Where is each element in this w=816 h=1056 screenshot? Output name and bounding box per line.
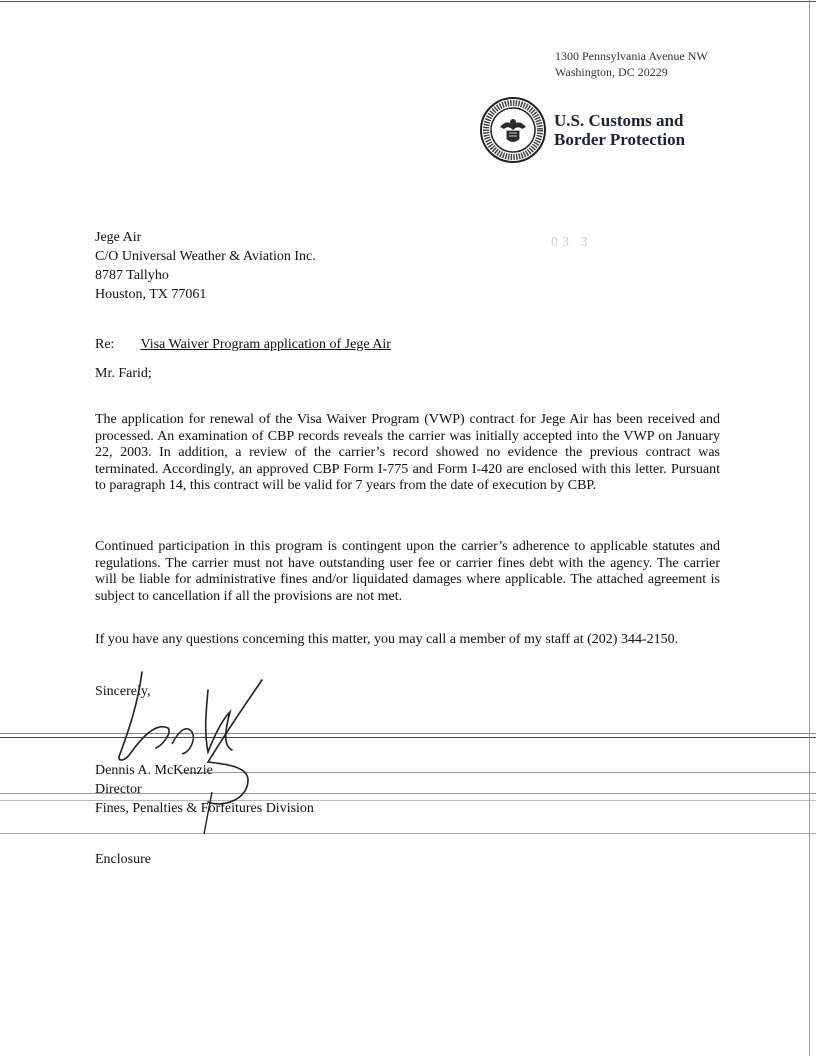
address-line: 1300 Pennsylvania Avenue NW	[555, 49, 708, 63]
re-label: Re:	[95, 337, 115, 352]
dhs-seal-icon	[480, 97, 546, 163]
recipient-line: 8787 Tallyho	[95, 268, 169, 283]
salutation: Mr. Farid;	[95, 366, 152, 381]
agency-line: Border Protection	[554, 130, 686, 149]
agency-name	[554, 111, 685, 149]
faint-stamp: 03 3	[551, 235, 592, 250]
subject-line	[95, 337, 391, 353]
closing: Sincerely,	[95, 684, 151, 699]
recipient-line: Jege Air	[95, 230, 142, 245]
recipient-line: C/O Universal Weather & Aviation Inc.	[95, 249, 316, 264]
body-paragraph: The application for renewal of the Visa Waiver Program (VWP) contract for Jege Air has been received and processed. An examination of CBP records reveals the carrier was initially accepted into the VWP on January 22, 2003. In addition, a review of the carrier’s record showed no evidence the previous contract was terminated. Accordingly, an approved CBP Form I-775 and Form I-420 are enclosed with this letter. Pursuant to paragraph 14, this contract will be valid for 7 years from the date of execution by CBP.	[95, 412, 720, 493]
recipient-address	[95, 228, 316, 304]
signature-block	[95, 761, 314, 818]
letterhead-address	[555, 48, 708, 80]
scan-edge	[809, 0, 810, 1056]
body-paragraph: If you have any questions concerning this matter, you may call a member of my staff at (202) 344-2150.	[95, 632, 679, 647]
address-line: Washington, DC 20229	[555, 65, 668, 79]
recipient-line: Houston, TX 77061	[95, 287, 207, 302]
scan-line-top	[0, 1, 816, 2]
body-paragraph: Continued participation in this program is contingent upon the carrier’s adherence to applicable statutes and regulations. The carrier must not have outstanding user fee or carrier fines debt with the agency. The carrier will be liable for administrative fines and/or liquidated damages where applicable. The attached agreement is subject to cancellation if all the provisions are not met.	[95, 539, 720, 604]
subject-text: Visa Waiver Program application of Jege Air	[140, 337, 391, 352]
agency-line: U.S. Customs and	[554, 111, 684, 130]
signer-title: Director	[95, 782, 142, 797]
signer-division: Fines, Penalties & Forfeitures Division	[95, 801, 314, 816]
signer-name: Dennis A. McKenzie	[95, 763, 213, 778]
enclosure-note: Enclosure	[95, 852, 151, 867]
